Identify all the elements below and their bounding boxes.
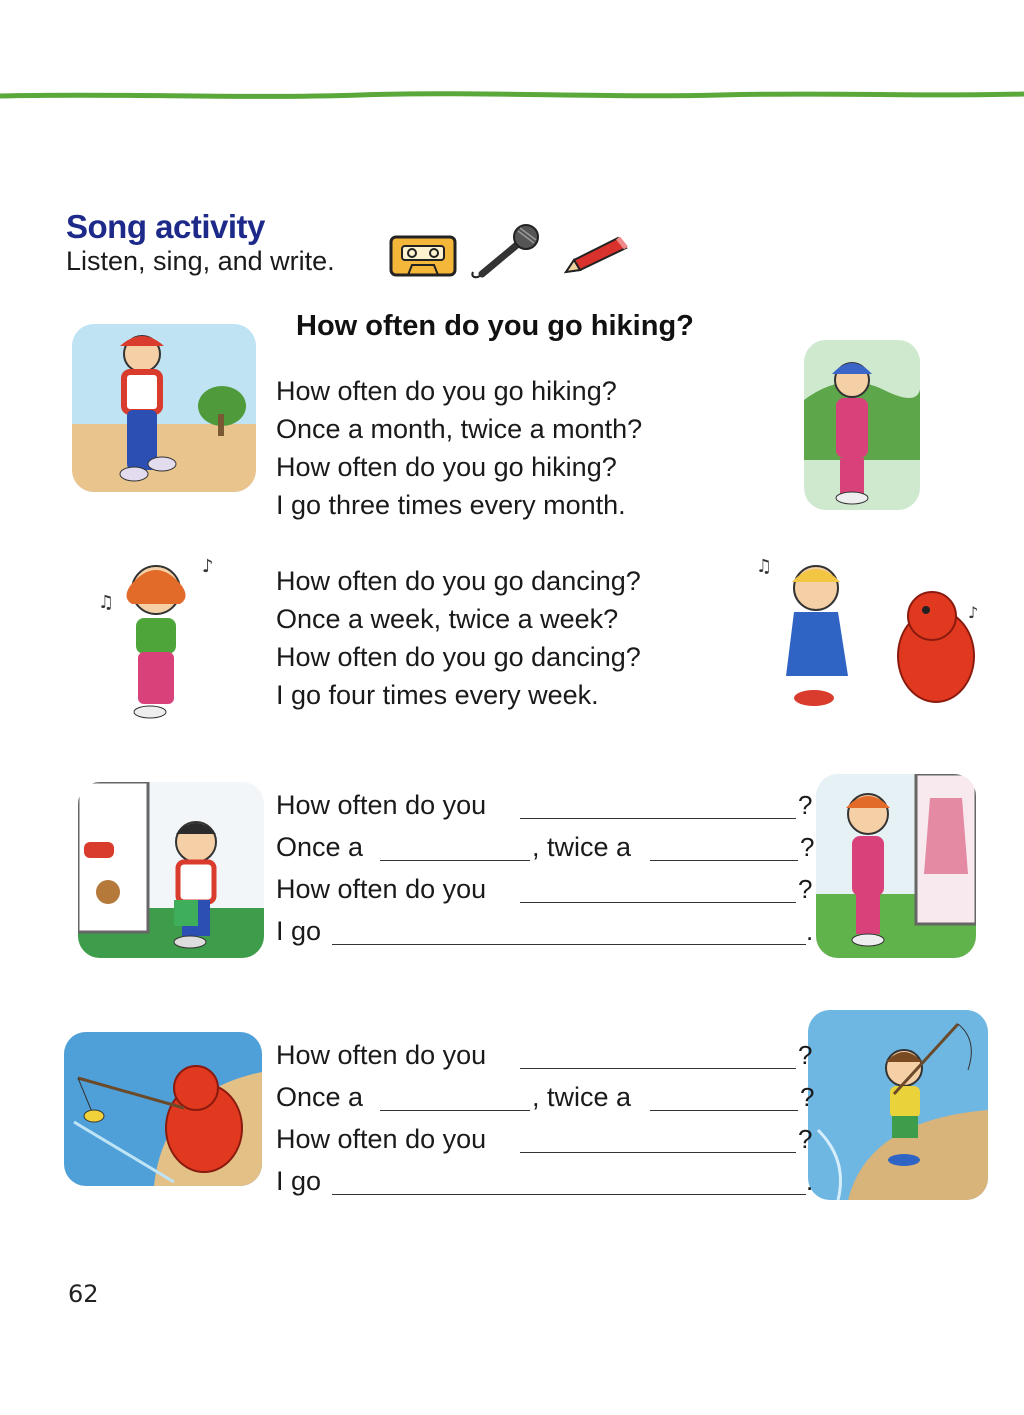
exercise1-question-prefix: How often do you <box>276 874 487 904</box>
question-mark: ? <box>798 874 813 904</box>
period: . <box>806 1166 814 1196</box>
instruction-text: Listen, sing, and write. <box>66 246 335 276</box>
exercise1-answer-prefix: I go <box>276 916 322 946</box>
boy-fishing-illustration <box>808 1010 988 1200</box>
exercise2-once-prefix: Once a <box>276 1082 364 1112</box>
exercise2-answer-blank[interactable] <box>520 1068 796 1069</box>
page-title: Song activity <box>66 208 265 245</box>
top-divider <box>0 84 1024 108</box>
verse1-line: How often do you go hiking? <box>276 452 617 482</box>
exercise2-once-blank[interactable] <box>380 1110 530 1111</box>
svg-text:♪: ♪ <box>968 603 979 622</box>
period: . <box>806 916 814 946</box>
question-mark: ? <box>800 1082 815 1112</box>
exercise2-twice-blank[interactable] <box>650 1110 798 1111</box>
verse1-line: Once a month, twice a month? <box>276 414 643 444</box>
exercise1-twice-blank[interactable] <box>650 860 798 861</box>
girl-and-dinosaur-dancing-illustration <box>756 552 988 716</box>
question-mark: ? <box>798 790 813 820</box>
girl-hiking-illustration <box>804 340 920 510</box>
page-number: 62 <box>68 1280 99 1308</box>
exercise1-once-prefix: Once a <box>276 832 364 862</box>
boy-hiking-illustration <box>72 324 256 492</box>
exercise2-answer-blank[interactable] <box>520 1152 796 1153</box>
svg-text:♪: ♪ <box>202 556 214 577</box>
question-mark: ? <box>798 1040 813 1070</box>
girl-at-shop-illustration <box>816 774 976 958</box>
exercise1-once-blank[interactable] <box>380 860 530 861</box>
question-mark: ? <box>798 1124 813 1154</box>
exercise2-question-prefix: How often do you <box>276 1124 487 1154</box>
exercise1-question-prefix: How often do you <box>276 790 487 820</box>
dinosaur-fishing-illustration <box>64 1032 262 1186</box>
question-mark: ? <box>800 832 815 862</box>
microphone-icon <box>468 222 546 280</box>
exercise2-question-prefix: How often do you <box>276 1040 487 1070</box>
exercise1-twice-label: , twice a <box>532 832 632 862</box>
exercise1-answer-blank[interactable] <box>520 818 796 819</box>
exercise2-answer-blank[interactable] <box>332 1194 806 1195</box>
pencil-icon <box>560 232 630 278</box>
exercise1-answer-blank[interactable] <box>332 944 806 945</box>
exercise2-twice-label: , twice a <box>532 1082 632 1112</box>
girl-dancing-illustration <box>90 548 234 724</box>
cassette-icon <box>388 234 458 278</box>
verse2-line: I go four times every week. <box>276 680 599 710</box>
verse1-line: I go three times every month. <box>276 490 626 520</box>
verse2-line: How often do you go dancing? <box>276 642 641 672</box>
verse2-line: How often do you go dancing? <box>276 566 641 596</box>
verse1-line: How often do you go hiking? <box>276 376 617 406</box>
verse2-line: Once a week, twice a week? <box>276 604 619 634</box>
exercise1-answer-blank[interactable] <box>520 902 796 903</box>
svg-text:♫: ♫ <box>756 556 773 577</box>
boy-shopping-illustration <box>78 782 264 958</box>
exercise2-answer-prefix: I go <box>276 1166 322 1196</box>
song-title: How often do you go hiking? <box>296 310 694 342</box>
svg-text:♫: ♫ <box>98 592 115 613</box>
